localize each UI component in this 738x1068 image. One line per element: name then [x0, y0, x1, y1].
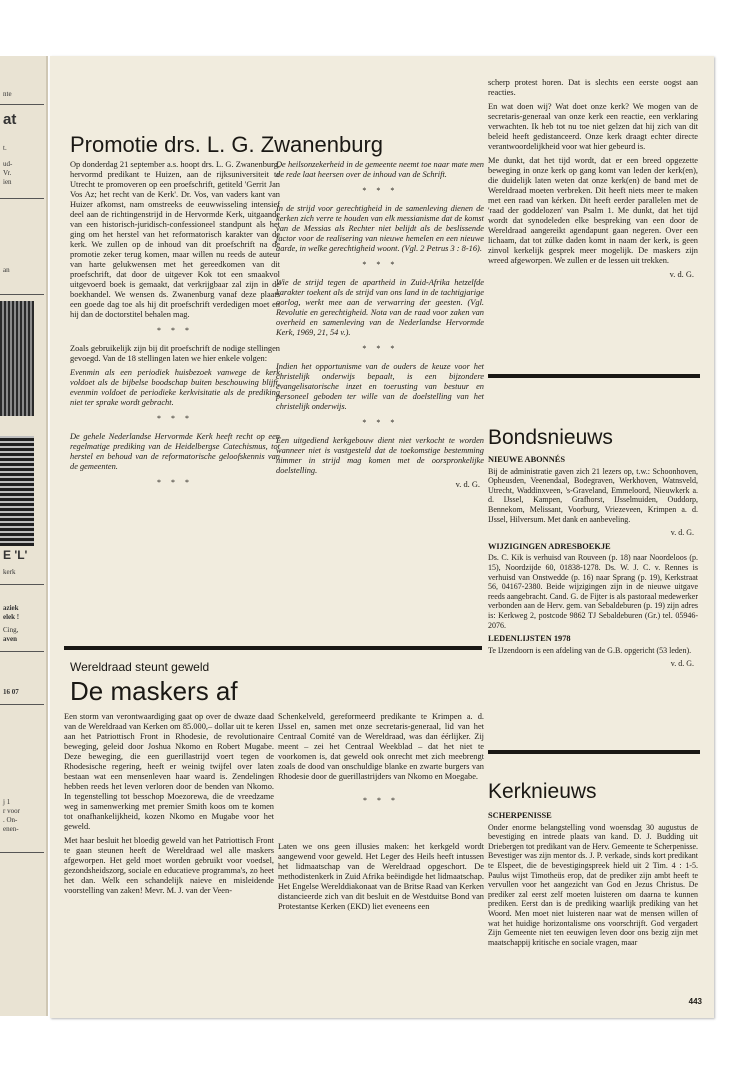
signature: v. d. G. — [669, 270, 694, 279]
bondsnieuws-heading: WIJZIGINGEN ADRESBOEKJE — [488, 541, 611, 551]
bondsnieuws-text: Ds. C. Kik is verhuisd van Rouveen (p. 18) naar Noordeloos (p. 15), Noordzijde 60, 01838-1278. Ds. W. J. C. v. Rennes is verhuisd van Onstwedde (p. 16) naar Sprang (p. 19), Kerkstraat 56, 04167-2380. Beide wijzigingen zijn in de nieuwe uitgave reeds aangebracht. Cand. G. de Fijter is als pastoraal medewerker verbonden aan de Herv. gem. van Sebaldeburen (p. 19) zijn adres is: Kerkweg 2, postcode 9862 TJ Sebaldeburen (Gr.) tel. 05946-2076. — [488, 553, 698, 630]
page-number: 443 — [688, 997, 702, 1006]
prev-fragment: Vr. — [3, 169, 12, 177]
section-rule — [488, 374, 700, 378]
kerknieuws-title: Kerknieuws — [488, 780, 597, 803]
section-rule — [64, 646, 482, 650]
prev-fragment: aziek — [3, 604, 19, 612]
maskers-column-2 — [278, 712, 484, 916]
maskers-paragraph: Me dunkt, dat het tijd wordt, dat er een breed opgezette beweging in onze kerk op gang komt van leden der kerk(en), die duidelijk laten weten dat onze kerk(en) de band met de Wereldraad moeten verbreken. Dit heeft niets meer te maken met een raad van kérken. Dit heeft eerder parallelen met de 'raad der goddelozen' van Psalm 1. Me dunkt, dat het tijd wordt dat synodeleden elke bespreking van een door de Wereldraad aangereikt agendapunt gaan negeren. Over een lichaam, dat tot zúlke daden komt in naam der kerk, is geen zinvol kerkelijk gesprek meer mogelijk. De maskers zijn wreed afgeworpen. We zullen er de lessen uit trekken. — [488, 156, 698, 265]
signature: v. d. G. — [670, 659, 694, 669]
promotie-paragraph: Zoals gebruikelijk zijn bij dit proefschrift de nodige stellingen gevoegd. Van de 18 stellingen laten we hier enkele volgen: — [70, 344, 280, 363]
prev-fragment: Cing, — [3, 626, 19, 634]
stelling: Wie de strijd tegen de apartheid in Zuid-Afrika hetzelfde karakter toekent als de strijd van ons land in de tachtigjarige oorlog, werkt mee aan de verwarring der geesten. (Vgl. Revolutie en gerechtigheid. Nota van de raad voor zaken van overheid en samenleving van de Nederlandse Hervormde Kerk, 1969, 21, 54 v.). — [276, 278, 484, 337]
promotie-left-column — [70, 160, 280, 496]
maskers-paragraph: Laten we ons geen illusies maken: het kerkgeld wordt aangewend voor geweld. Het Leger des Heils heeft intussen het lidmaatschap van de Wereldraad opgeschort. De methodistenkerk in Zuid Afrika beëindigde het lidmaatschap. Het Engelse Werelddiakonaat van de Britse Raad van Kerken distancieerde zich van dit besluit en de Westduitse Bond van Protestantse Kerken (EKD) liet eveneens een — [278, 842, 484, 911]
star-separator: * * * — [362, 344, 398, 353]
kerknieuws-heading: SCHERPENISSE — [488, 811, 552, 820]
prev-fragment: enen- — [3, 825, 19, 833]
maskers-paragraph: Met haar besluit het bloedig geweld van het Patriottisch Front te gaan steunen heeft de Wereldraad wel alle maskers afgeworpen. Het geld moet worden gebruikt voor voedsel, gezondsheidszorg, sociale en educatieve programma's, zo heet het dan. Welk een schandelijk naieve en misleidende voorstelling van zaken! Mevr. M. J. van der Veen- — [64, 836, 274, 895]
prev-fragment: at — [3, 111, 17, 128]
star-separator: * * * — [157, 414, 193, 423]
bondsnieuws-text: Bij de administratie gaven zich 21 lezers op, t.w.: Schoonhoven, Opheusden, Veenendaal, Bodegraven, Werkhoven, Watnsveld, Utrecht, Waddinxveen, 's-Graveland, Emmeloord, Nieuwkerk a. d. IJssel, Kampen, Grafhorst, IJsselmuiden, Ouddorp, Bennekom, Melissant, Voorburg, Vriezeveen, Krimpen a. d. IJssel, Hilversum. Met dank en aanbeveling. — [488, 466, 698, 524]
maskers-paragraph: scherp protest horen. Dat is slechts een eerste oogst aan reacties. — [488, 78, 698, 97]
kerknieuws-column — [488, 808, 698, 951]
bondsnieuws-column — [488, 452, 698, 673]
maskers-column-1 — [64, 712, 274, 900]
star-separator: * * * — [362, 418, 398, 427]
maskers-kicker: Wereldraad steunt geweld — [70, 660, 210, 674]
star-separator: * * * — [157, 326, 193, 335]
prev-fragment: ien — [3, 178, 12, 186]
prev-fragment: elek ! — [3, 613, 20, 621]
stelling: Indien het opportunisme van de ouders de keuze voor het christelijk onderwijs bepaalt, is een bijzondere evangelisatorische inzet en toerusting van bestuur en personeel geboden ter wille van de doelstelling van het christelijk onderwijs. — [276, 362, 484, 411]
maskers-column-3 — [488, 78, 698, 284]
prev-fragment: E 'L' — [3, 548, 28, 562]
prev-fragment: 16 07 — [3, 688, 19, 696]
prev-fragment: j 1 — [3, 798, 11, 806]
maskers-title: De maskers af — [70, 676, 238, 706]
stelling: Evenmin als een periodiek huisbezoek vanwege de kerk voldoet als de bijbelse boodschap buiten beschouwing blijft, evenmin voldoet de periodieke kerkvisitatie als de prediking niet ter sprake wordt gebracht. — [70, 368, 280, 407]
bondsnieuws-text: Te IJzendoorn is een afdeling van de G.B. opgericht (53 leden). — [488, 645, 692, 655]
stelling: Een uitgediend kerkgebouw dient niet verkocht te worden wanneer niet is vastgesteld dat de toekomstige bestemming nimmer in strijd mag komen met de oorspronkelijke doelstelling. — [276, 436, 484, 475]
magazine-page — [50, 56, 714, 1018]
stelling: De heilsonzekerheid in de gemeente neemt toe naar mate men de rede laat heersen over de inhoud van de Schrift. — [276, 160, 484, 179]
prev-fragment: t. — [3, 144, 7, 152]
signature: v. d. G. — [670, 528, 694, 538]
stelling: De gehele Nederlandse Hervormde Kerk heeft recht op een regelmatige prediking van de Heidelbergse Catechismus, tot herstel en behoud van de reformatorische geloofskennis van de gemeenten. — [70, 432, 280, 471]
bondsnieuws-heading: NIEUWE ABONNÉS — [488, 455, 566, 464]
prev-fragment: kerk — [3, 568, 16, 576]
star-separator: * * * — [157, 478, 193, 487]
prev-fragment: aven — [3, 635, 17, 643]
prev-fragment: r voor — [3, 807, 20, 815]
prev-fragment: an — [3, 266, 10, 274]
bondsnieuws-heading: LEDENLIJSTEN 1978 — [488, 634, 571, 644]
stelling: In de strijd voor gerechtigheid in de samenleving dienen de kerken zich verre te houden van elk messianisme dat de komst van de Messias als Rechter niet belijdt als de beslissende factor voor de realisering van nieuwe hemelen en een nieuwe aarde, in welke gerechtigheid woont. (Vgl. 2 Petrus 3 : 8-16). — [276, 204, 484, 253]
signature: v. d. G. — [455, 480, 480, 489]
prev-fragment: ud- — [3, 160, 13, 168]
previous-page-edge — [0, 56, 48, 1016]
promotie-right-column — [276, 160, 484, 494]
kerknieuws-text: Onder enorme belangstelling vond woensdag 30 augustus de bevestiging en intrede plaats van kand. D. J. Budding uit Driebergen tot predikant van de Herv. Gemeente te Scherpenisse. Bevestiger was zijn mentor ds. J. P. verkade, sinds kort predikant te Elspeet, die de bevestigingspreek hield uit 2 Tim. 4 : 1-5. Paulus wijst Timotheüs erop, dat de prediker zijn ambt heeft te vervullen voor het aangezicht van God en Jezus Christus. De prediker zal eerst zelf moeten luisteren om daarna te kunnen prediken. Eerst dan is de prediking waarlijk prediking van het Woord. Men moet niet luisteren naar wat de mensen willen of wat het huidige horizontalisme ons voorschrijft. God vergadert Zijn Gemeente niet ten eeuwigen leven door ons bezig zijn met maatschappij kritische en sociale vragen, maar — [488, 822, 698, 947]
promotie-paragraph: Op donderdag 21 september a.s. hoopt drs. L. G. Zwanenburg, hervormd predikant te Huizen, aan de rijksuniversiteit te Utrecht te promoveren op een proefschrift, getiteld 'Gerrit Jan Vos Az; het recht van de Kerk'. Dr. Vos, van vaders kant van Huizer afkomst, nam omstreeks de eeuwwisseling intensief deel aan de richtingenstrijd in de Hervormde Kerk, uitgaande van een historisch-juridisch-confessioneel standpunt als het ging om het herstel van het reformatorisch karakter van de kerk. We zullen op de inhoud van dit proefschrift na de promotie zeker terug komen, maar willen nu reeds de auteur van harte gelukwensen met het gereedkomen van dit proefschrift, dat door de uitgever Kok tot een smaakvol uitgevoerd boek is gemaakt, dat verkrijgbaar zal zijn in de boekhandel. We wensen ds. Zwanenburg vanaf deze plaats een goede dag toe als hij dit proefschrift verdedigen moet en hij dan de doctorstitel behalen mag. — [70, 160, 280, 319]
prev-fragment: nte — [3, 90, 12, 98]
maskers-paragraph: Schenkelveld, gereformeerd predikante te Krimpen a. d. IJssel en, samen met onze secretaris-generaal, lid van het Centraal Comité van de Wereldraad, was dan éérlijker. Zij meent – zei het Centraal Weekblad – dat het niet te voorkomen is, dat geweld ook onrecht met zich meebrengt zoals de dood van onschuldige blanke en zwarte burgers van Rhodesie door de guerillastrijders van Nkomo en Moegabe. — [278, 712, 484, 781]
promotie-title: Promotie drs. L. G. Zwanenburg — [70, 132, 384, 157]
prev-photo — [0, 436, 34, 546]
star-separator: * * * — [363, 796, 399, 805]
bondsnieuws-title: Bondsnieuws — [488, 426, 613, 449]
prev-photo — [0, 301, 34, 416]
prev-fragment: . On- — [3, 816, 18, 824]
maskers-paragraph: En wat doen wij? Wat doet onze kerk? We mogen van de secretaris-generaal van onze kerk een reactie, een verklaring verwachten. Ik heb tot nu toe niet gelzen dat hij zich van dit beleid heeft gedistanceerd. Onze kerk draagt echter directe verantwoordelijkheid voor wat hier gebeurd is. — [488, 102, 698, 151]
star-separator: * * * — [362, 186, 398, 195]
star-separator: * * * — [362, 260, 398, 269]
maskers-paragraph: Een storm van verontwaardiging gaat op over de dwaze daad van de Wereldraad van Kerken om 85.000,– dollar uit te keren aan het Patriottisch Front in Rhodesie, de revolutionaire beweging, geleid door Joshua Nkomo en Robert Mugabe. Deze beweging, die een guerillastrijd voert tegen de Rhodesische regering, heeft er weinig twijfel over laten bestaan wat een mensenleven haar waard is. Zendelingen hebben reeds het leven verloren door de benden van Nkomo. In tegenstelling tot besschop Moezorewa, die de vreedzame weg in samenwerking met premier Smith koos om te komen tot onafhankelijkheid, kozen Nkomo en Mugabe voor het geweld. — [64, 712, 274, 831]
section-rule — [488, 750, 700, 754]
